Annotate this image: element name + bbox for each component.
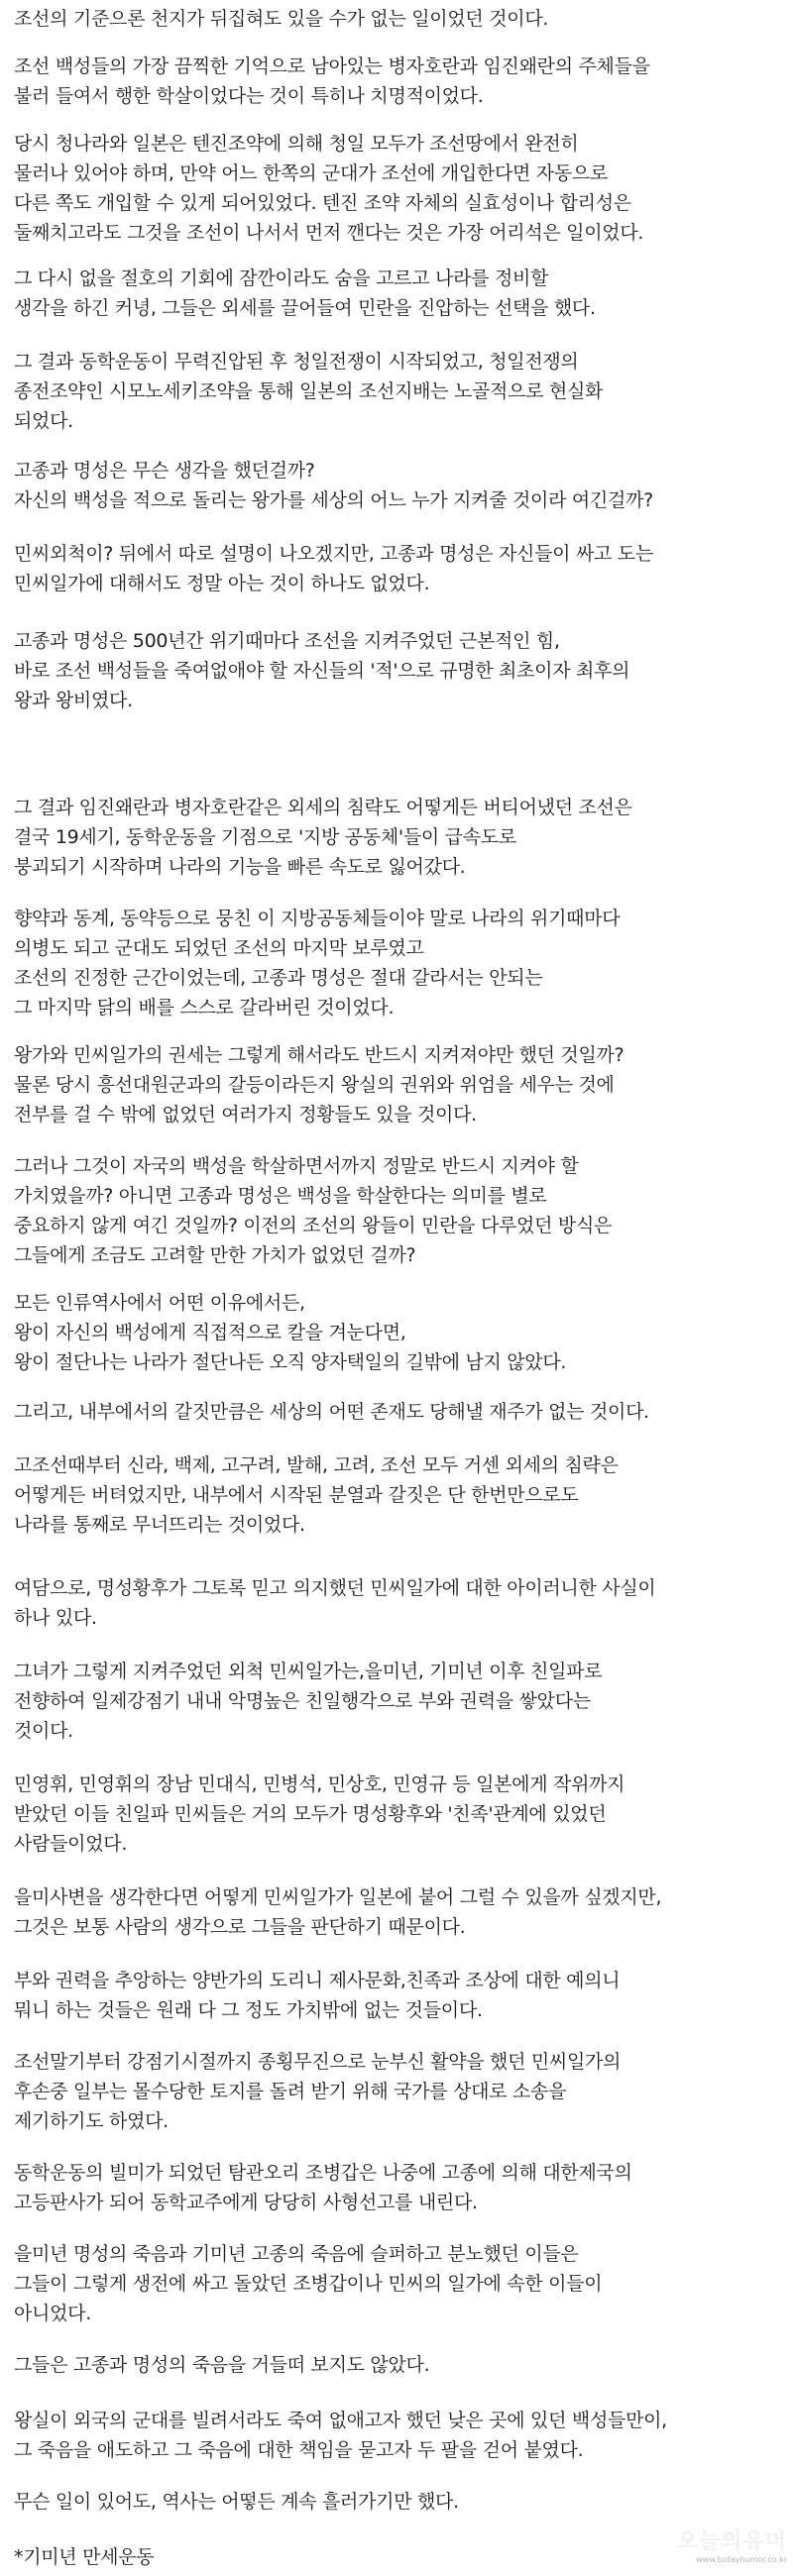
paragraph-line: 그녀가 그렇게 지켜주었던 외척 민씨일가는,을미년, 기미년 이후 친일파로 bbox=[14, 1661, 603, 1682]
paragraph-line: 여담으로, 명성황후가 그토록 믿고 의지했던 민씨일가에 대한 아이러니한 사실이 bbox=[14, 1577, 656, 1599]
paragraph-line: 중요하지 않게 여긴 것일까? 이전의 조선의 왕들이 민란을 다루었던 방식은 bbox=[14, 1215, 613, 1236]
paragraph bbox=[14, 1573, 781, 1633]
paragraph-line: 조선의 진정한 근간이었는데, 고종과 명성은 절대 갈라서는 안되는 bbox=[14, 967, 543, 989]
paragraph-line: 왕이 자신의 백성에게 직접적으로 칼을 겨눈다면, bbox=[14, 1322, 406, 1343]
paragraph-line: 부와 권력을 추앙하는 양반가의 도리니 제사문화,친족과 조상에 대한 예의니 bbox=[14, 1970, 621, 1991]
paragraph-line: 전향하여 일제강점기 내내 악명높은 친일행각으로 부와 권력을 쌓았다는 bbox=[14, 1690, 591, 1712]
paragraph bbox=[14, 4, 781, 34]
paragraph bbox=[14, 1966, 781, 2025]
paragraph-line: 동학운동의 빌미가 되었던 탐관오리 조병갑은 나중에 고종에 의해 대한제국의 bbox=[14, 2162, 632, 2184]
paragraph-line: 뭐니 하는 것들은 원래 다 그 정도 가치밖에 없는 것들이다. bbox=[14, 1999, 483, 2021]
paragraph bbox=[14, 1288, 781, 1377]
paragraph-line: 그들에게 조금도 고려할 만한 가치가 없었던 걸까? bbox=[14, 1244, 416, 1266]
paragraph-line: 생각을 하긴 커녕, 그들은 외세를 끌어들여 민란을 진압하는 선택을 했다. bbox=[14, 297, 596, 319]
paragraph bbox=[14, 1882, 781, 1942]
paragraph-line: 그 죽음을 애도하고 그 죽음에 대한 책임을 묻고자 두 팔을 걷어 붙였다. bbox=[14, 2439, 584, 2461]
paragraph bbox=[14, 129, 781, 248]
paragraph-line: 당시 청나라와 일본은 텐진조약에 의해 청일 모두가 조선땅에서 완전히 bbox=[14, 133, 579, 155]
paragraph-line: 모든 인류역사에서 어떤 이유에서든, bbox=[14, 1292, 305, 1314]
paragraph-line: 조선 백성들의 가장 끔찍한 기억으로 남아있는 병자호란과 임진왜란의 주체들을 bbox=[14, 55, 650, 77]
paragraph-line: 을미년 명성의 죽음과 기미년 고종의 죽음에 슬퍼하고 분노했던 이들은 bbox=[14, 2243, 579, 2265]
paragraph-line: *기미년 만세운동 bbox=[14, 2546, 155, 2568]
paragraph-line: 제기하기도 하였다. bbox=[14, 2110, 169, 2132]
paragraph bbox=[14, 264, 781, 323]
paragraph-line: 바로 조선 백성들을 죽여없애야 할 자신들의 '적'으로 규명한 최초이자 최후의 bbox=[14, 660, 630, 682]
paragraph-line: 조선말기부터 강점기시절까지 종횡무진으로 눈부신 활약을 했던 민씨일가의 bbox=[14, 2051, 622, 2073]
paragraph-line: 사람들이었다. bbox=[14, 1833, 128, 1855]
paragraph-line: 고등판사가 되어 동학교주에게 당당히 사형선고를 내린다. bbox=[14, 2192, 478, 2213]
paragraph-line: 그들이 그렇게 생전에 싸고 돌았던 조병갑이나 민씨의 일가에 속한 이들이 bbox=[14, 2273, 603, 2295]
paragraph-line: 전부를 걸 수 밖에 없었던 여러가지 정황들도 있을 것이다. bbox=[14, 1104, 477, 1126]
paragraph-line: 그 결과 동학운동이 무력진압된 후 청일전쟁이 시작되었고, 청일전쟁의 bbox=[14, 351, 579, 373]
paragraph-line: 후손중 일부는 몰수당한 토지를 돌려 받기 위해 국가를 상대로 소송을 bbox=[14, 2081, 567, 2102]
paragraph-line: 불러 들여서 행한 학살이었다는 것이 특히나 치명적이었다. bbox=[14, 85, 484, 107]
paragraph bbox=[14, 347, 781, 436]
paragraph-line: 물론 당시 흥선대원군과의 갈등이라든지 왕실의 권위와 위엄을 세우는 것에 bbox=[14, 1074, 615, 1096]
paragraph-line: 그 마지막 닭의 배를 스스로 갈라버린 것이었다. bbox=[14, 997, 395, 1019]
paragraph-line: 받았던 이들 친일파 민씨들은 거의 모두가 명성황후와 '친족'관계에 있었던 bbox=[14, 1803, 607, 1825]
paragraph bbox=[14, 456, 781, 515]
paragraph bbox=[14, 2406, 781, 2465]
paragraph bbox=[14, 2158, 781, 2217]
paragraph-line: 그리고, 내부에서의 갈짓만큼은 세상의 어떤 존재도 당해낼 재주가 없는 것이다. bbox=[14, 1401, 649, 1423]
paragraph-line: 것이다. bbox=[14, 1720, 73, 1742]
paragraph-line: 왕과 왕비였다. bbox=[14, 690, 133, 711]
paragraph-line: 하나 있다. bbox=[14, 1607, 97, 1629]
paragraph bbox=[14, 1040, 781, 1129]
paragraph bbox=[14, 52, 781, 111]
paragraph-line: 민씨외척이? 뒤에서 따로 설명이 나오겠지만, 고종과 명성은 자신들이 싸고 도는 bbox=[14, 543, 653, 565]
paragraph bbox=[14, 2350, 781, 2380]
paragraph-line: 고종과 명성은 500년간 위기때마다 조선을 지켜주었던 근본적인 힘, bbox=[14, 630, 560, 652]
paragraph bbox=[14, 1151, 781, 1270]
paragraph-line: 다른 쪽도 개입할 수 있게 되어있었다. 텐진 조약 자체의 실효성이나 합리성은 bbox=[14, 192, 631, 214]
paragraph bbox=[14, 2487, 781, 2517]
paragraph-line: 붕괴되기 시작하며 나라의 기능을 빠른 속도로 잃어갔다. bbox=[14, 856, 466, 878]
paragraph-line: 민영휘, 민영휘의 장남 민대식, 민병석, 민상호, 민영규 등 일본에게 작위까지 bbox=[14, 1773, 625, 1795]
paragraph-line: 아니었다. bbox=[14, 2303, 91, 2324]
paragraph-line: 어떻게든 버텨었지만, 내부에서 시작된 분열과 갈짓은 단 한번만으로도 bbox=[14, 1484, 579, 1506]
paragraph bbox=[14, 2239, 781, 2328]
paragraph-line: 을미사변을 생각한다면 어떻게 민씨일가가 일본에 붙어 그럴 수 있을까 싶겠지만, bbox=[14, 1886, 662, 1908]
site-watermark bbox=[619, 2522, 787, 2566]
paragraph bbox=[14, 1657, 781, 1746]
paragraph bbox=[14, 1397, 781, 1427]
paragraph-line: 향약과 동계, 동약등으로 뭉친 이 지방공동체들이야 말로 나라의 위기때마다 bbox=[14, 908, 621, 929]
paragraph-line: 왕이 절단나는 나라가 절단나든 오직 양자택일의 길밖에 남지 않았다. bbox=[14, 1351, 567, 1373]
paragraph bbox=[14, 793, 781, 882]
paragraph-line: 무슨 일이 있어도, 역사는 어떻든 계속 흘러가기만 했다. bbox=[14, 2491, 459, 2513]
paragraph-line: 그 결과 임진왜란과 병자호란같은 외세의 침략도 어떻게든 버티어냈던 조선은 bbox=[14, 797, 632, 818]
paragraph-line: 조선의 기준으론 천지가 뒤집혀도 있을 수가 없는 일이었던 것이다. bbox=[14, 8, 549, 30]
paragraph bbox=[14, 1450, 781, 1540]
paragraph bbox=[14, 539, 781, 598]
paragraph bbox=[14, 1770, 781, 1859]
paragraph-line: 종전조약인 시모노세키조약을 통해 일본의 조선지배는 노골적으로 현실화 bbox=[14, 380, 604, 402]
paragraph-line: 고조선때부터 신라, 백제, 고구려, 발해, 고려, 조선 모두 거센 외세의 침략은 bbox=[14, 1454, 619, 1476]
paragraph-line: 자신의 백성을 적으로 돌리는 왕가를 세상의 어느 누가 지켜줄 것이라 여긴걸까? bbox=[14, 489, 653, 511]
paragraph-line: 민씨일가에 대해서도 정말 아는 것이 하나도 없었다. bbox=[14, 573, 430, 594]
paragraph-line: 그 다시 없을 절호의 기회에 잠깐이라도 숨을 고르고 나라를 정비할 bbox=[14, 268, 549, 289]
paragraph-line: 나라를 통째로 무너뜨리는 것이었다. bbox=[14, 1514, 305, 1536]
paragraph-line: 고종과 명성은 무슨 생각을 했던걸까? bbox=[14, 460, 315, 482]
paragraph-line: 되었다. bbox=[14, 410, 73, 432]
paragraph bbox=[14, 2047, 781, 2136]
paragraph-line: 의병도 되고 군대도 되었던 조선의 마지막 보루였고 bbox=[14, 937, 424, 959]
paragraph-line: 그것은 보통 사람의 생각으로 그들을 판단하기 때문이다. bbox=[14, 1916, 466, 1938]
paragraph-line: 왕가와 민씨일가의 권세는 그렇게 해서라도 반드시 지켜져야만 했던 것일까? bbox=[14, 1044, 624, 1066]
paragraph-line: 결국 19세기, 동학운동을 기점으로 '지방 공동체'들이 급속도로 bbox=[14, 826, 516, 848]
watermark-logo-text: 오늘의유머 bbox=[676, 2529, 787, 2554]
paragraph-line: 물러나 있어야 하며, 만약 어느 한쪽의 군대가 조선에 개입한다면 자동으로 bbox=[14, 162, 609, 184]
watermark-url-text: www.todayhumor.co.kr bbox=[696, 2555, 787, 2564]
paragraph-line: 그들은 고종과 명성의 죽음을 거들떠 보지도 않았다. bbox=[14, 2354, 430, 2376]
paragraph-line: 그러나 그것이 자국의 백성을 학살하면서까지 정말로 반드시 지켜야 할 bbox=[14, 1155, 579, 1177]
paragraph-line: 가치였을까? 아니면 고종과 명성은 백성을 학살한다는 의미를 별로 bbox=[14, 1185, 547, 1207]
paragraph-line: 둘째치고라도 그것을 조선이 나서서 먼저 깬다는 것은 가장 어리석은 일이었다. bbox=[14, 222, 644, 244]
paragraph bbox=[14, 904, 781, 1022]
paragraph bbox=[14, 626, 781, 715]
paragraph-line: 왕실이 외국의 군대를 빌려서라도 죽여 없애고자 했던 낮은 곳에 있던 백성들만이, bbox=[14, 2410, 667, 2431]
